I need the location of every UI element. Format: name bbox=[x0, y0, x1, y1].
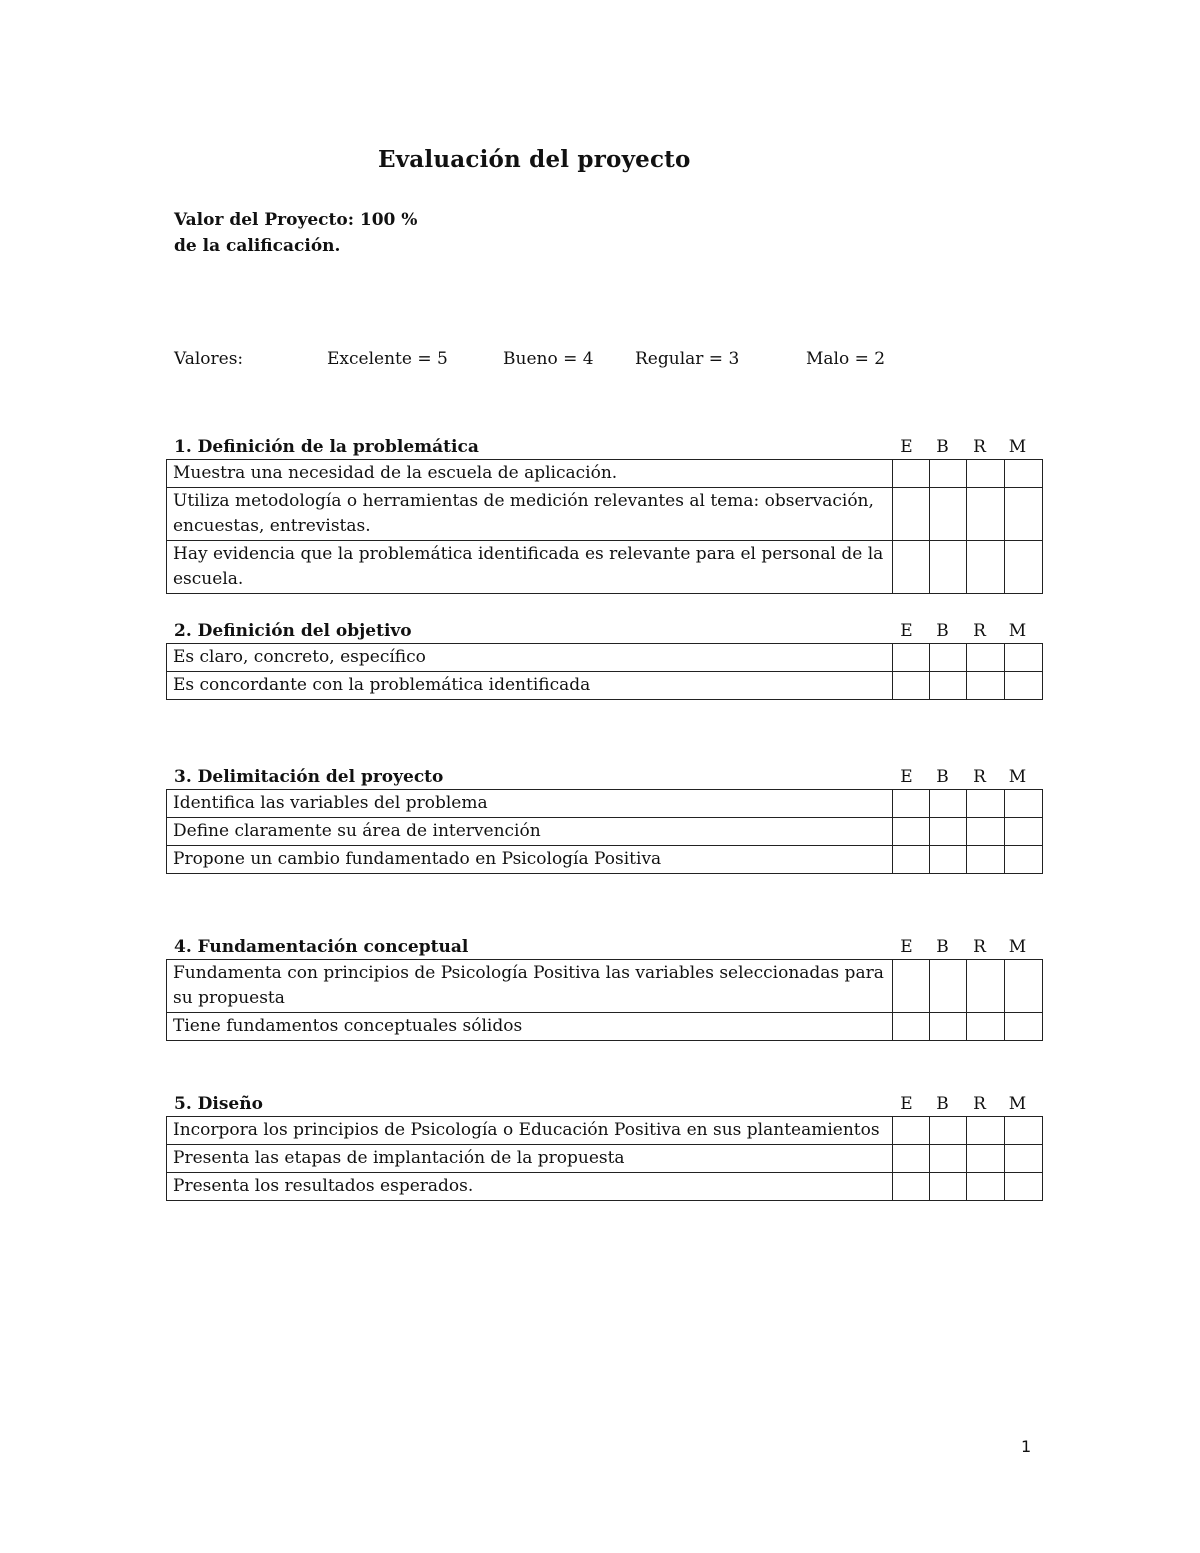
criterion-text: Fundamenta con principios de Psicología Positiva las variables seleccionadas para su propuesta bbox=[167, 960, 893, 1013]
rating-malo: Malo = 2 bbox=[806, 349, 886, 369]
table-row bbox=[167, 488, 1043, 541]
table-row bbox=[167, 1173, 1043, 1201]
rating-cell-e[interactable] bbox=[893, 1013, 930, 1041]
rating-scale bbox=[174, 349, 974, 373]
rating-bueno: Bueno = 4 bbox=[503, 349, 594, 369]
column-header-b: B bbox=[936, 767, 949, 787]
table-row bbox=[167, 1117, 1043, 1145]
rating-cell-m[interactable] bbox=[1005, 960, 1043, 1013]
criterion-text: Muestra una necesidad de la escuela de aplicación. bbox=[167, 460, 893, 488]
rating-cell-r[interactable] bbox=[967, 672, 1005, 700]
rating-cell-r[interactable] bbox=[967, 1173, 1005, 1201]
rating-cell-m[interactable] bbox=[1005, 644, 1043, 672]
rating-regular: Regular = 3 bbox=[635, 349, 740, 369]
rating-cell-r[interactable] bbox=[967, 488, 1005, 541]
rating-cell-r[interactable] bbox=[967, 790, 1005, 818]
rating-cell-b[interactable] bbox=[930, 1173, 967, 1201]
project-value bbox=[174, 207, 417, 259]
rating-cell-b[interactable] bbox=[930, 960, 967, 1013]
section-title: 2. Definición del objetivo bbox=[174, 621, 412, 641]
section-title: 5. Diseño bbox=[174, 1094, 263, 1114]
criterion-text: Incorpora los principios de Psicología o Educación Positiva en sus planteamientos bbox=[167, 1117, 893, 1145]
section-title: 4. Fundamentación conceptual bbox=[174, 937, 469, 957]
rating-cell-e[interactable] bbox=[893, 818, 930, 846]
criterion-text: Identifica las variables del problema bbox=[167, 790, 893, 818]
column-header-e: E bbox=[900, 1094, 913, 1114]
rating-cell-b[interactable] bbox=[930, 846, 967, 874]
column-header-m: M bbox=[1008, 937, 1027, 957]
criteria-section-5 bbox=[166, 1094, 1042, 1201]
criterion-text: Utiliza metodología o herramientas de medición relevantes al tema: observación, encuestas, entrevistas. bbox=[167, 488, 893, 541]
rating-cell-m[interactable] bbox=[1005, 488, 1043, 541]
table-row bbox=[167, 541, 1043, 594]
rating-cell-b[interactable] bbox=[930, 644, 967, 672]
rating-cell-e[interactable] bbox=[893, 790, 930, 818]
rating-cell-m[interactable] bbox=[1005, 790, 1043, 818]
column-header-e: E bbox=[900, 437, 913, 457]
column-header-m: M bbox=[1008, 621, 1027, 641]
column-header-r: R bbox=[973, 621, 986, 641]
criteria-section-3 bbox=[166, 767, 1042, 874]
table-row bbox=[167, 644, 1043, 672]
rating-excelente: Excelente = 5 bbox=[327, 349, 448, 369]
criterion-text: Tiene fundamentos conceptuales sólidos bbox=[167, 1013, 893, 1041]
page-number: 1 bbox=[1021, 1437, 1032, 1456]
rating-cell-e[interactable] bbox=[893, 460, 930, 488]
rating-cell-e[interactable] bbox=[893, 1173, 930, 1201]
column-header-m: M bbox=[1008, 437, 1027, 457]
table-row bbox=[167, 1145, 1043, 1173]
rating-cell-m[interactable] bbox=[1005, 846, 1043, 874]
section-header bbox=[166, 621, 1042, 643]
criteria-section-2 bbox=[166, 621, 1042, 700]
rating-cell-b[interactable] bbox=[930, 818, 967, 846]
rating-cell-r[interactable] bbox=[967, 460, 1005, 488]
rating-cell-m[interactable] bbox=[1005, 672, 1043, 700]
criteria-table bbox=[166, 789, 1043, 874]
section-header bbox=[166, 1094, 1042, 1116]
rating-cell-r[interactable] bbox=[967, 960, 1005, 1013]
section-header bbox=[166, 767, 1042, 789]
table-row bbox=[167, 1013, 1043, 1041]
table-row bbox=[167, 846, 1043, 874]
rating-cell-b[interactable] bbox=[930, 1145, 967, 1173]
project-value-line2: de la calificación. bbox=[174, 236, 341, 256]
rating-scale-label: Valores: bbox=[174, 349, 244, 369]
criterion-text: Hay evidencia que la problemática identificada es relevante para el personal de la escuela. bbox=[167, 541, 893, 594]
rating-cell-e[interactable] bbox=[893, 1117, 930, 1145]
criteria-table bbox=[166, 459, 1043, 594]
project-value-line1: Valor del Proyecto: 100 % bbox=[174, 210, 418, 230]
criterion-text: Presenta las etapas de implantación de la propuesta bbox=[167, 1145, 893, 1173]
rating-cell-m[interactable] bbox=[1005, 541, 1043, 594]
rating-cell-e[interactable] bbox=[893, 1145, 930, 1173]
criteria-table bbox=[166, 959, 1043, 1041]
rating-cell-e[interactable] bbox=[893, 846, 930, 874]
rating-cell-r[interactable] bbox=[967, 846, 1005, 874]
column-header-b: B bbox=[936, 937, 949, 957]
rating-cell-m[interactable] bbox=[1005, 1013, 1043, 1041]
table-row bbox=[167, 790, 1043, 818]
criterion-text: Propone un cambio fundamentado en Psicología Positiva bbox=[167, 846, 893, 874]
section-header bbox=[166, 437, 1042, 459]
rating-cell-b[interactable] bbox=[930, 790, 967, 818]
rating-cell-m[interactable] bbox=[1005, 1117, 1043, 1145]
column-header-r: R bbox=[973, 937, 986, 957]
rating-cell-b[interactable] bbox=[930, 488, 967, 541]
column-header-e: E bbox=[900, 937, 913, 957]
criteria-table bbox=[166, 1116, 1043, 1201]
rating-cell-r[interactable] bbox=[967, 1013, 1005, 1041]
column-header-b: B bbox=[936, 621, 949, 641]
column-header-e: E bbox=[900, 621, 913, 641]
rating-cell-r[interactable] bbox=[967, 1145, 1005, 1173]
table-row bbox=[167, 460, 1043, 488]
rating-cell-b[interactable] bbox=[930, 1117, 967, 1145]
rating-cell-e[interactable] bbox=[893, 541, 930, 594]
page-title: Evaluación del proyecto bbox=[378, 146, 691, 173]
rating-cell-m[interactable] bbox=[1005, 1145, 1043, 1173]
rating-cell-e[interactable] bbox=[893, 488, 930, 541]
table-row bbox=[167, 818, 1043, 846]
rating-cell-m[interactable] bbox=[1005, 1173, 1043, 1201]
criterion-text: Presenta los resultados esperados. bbox=[167, 1173, 893, 1201]
rating-cell-r[interactable] bbox=[967, 1117, 1005, 1145]
column-header-r: R bbox=[973, 767, 986, 787]
column-header-m: M bbox=[1008, 767, 1027, 787]
criteria-section-1 bbox=[166, 437, 1042, 594]
rating-cell-r[interactable] bbox=[967, 644, 1005, 672]
column-header-b: B bbox=[936, 1094, 949, 1114]
rating-cell-e[interactable] bbox=[893, 960, 930, 1013]
section-title: 1. Definición de la problemática bbox=[174, 437, 479, 457]
column-header-r: R bbox=[973, 1094, 986, 1114]
column-header-b: B bbox=[936, 437, 949, 457]
criterion-text: Es claro, concreto, específico bbox=[167, 644, 893, 672]
section-header bbox=[166, 937, 1042, 959]
rating-cell-e[interactable] bbox=[893, 672, 930, 700]
rating-cell-b[interactable] bbox=[930, 460, 967, 488]
criterion-text: Es concordante con la problemática identificada bbox=[167, 672, 893, 700]
criteria-table bbox=[166, 643, 1043, 700]
rating-cell-b[interactable] bbox=[930, 672, 967, 700]
column-header-r: R bbox=[973, 437, 986, 457]
rating-cell-m[interactable] bbox=[1005, 818, 1043, 846]
rating-cell-e[interactable] bbox=[893, 644, 930, 672]
table-row bbox=[167, 960, 1043, 1013]
column-header-e: E bbox=[900, 767, 913, 787]
column-header-m: M bbox=[1008, 1094, 1027, 1114]
rating-cell-r[interactable] bbox=[967, 541, 1005, 594]
rating-cell-r[interactable] bbox=[967, 818, 1005, 846]
table-row bbox=[167, 672, 1043, 700]
rating-cell-b[interactable] bbox=[930, 541, 967, 594]
criterion-text: Define claramente su área de intervención bbox=[167, 818, 893, 846]
rating-cell-m[interactable] bbox=[1005, 460, 1043, 488]
rating-cell-b[interactable] bbox=[930, 1013, 967, 1041]
section-title: 3. Delimitación del proyecto bbox=[174, 767, 444, 787]
criteria-section-4 bbox=[166, 937, 1042, 1041]
